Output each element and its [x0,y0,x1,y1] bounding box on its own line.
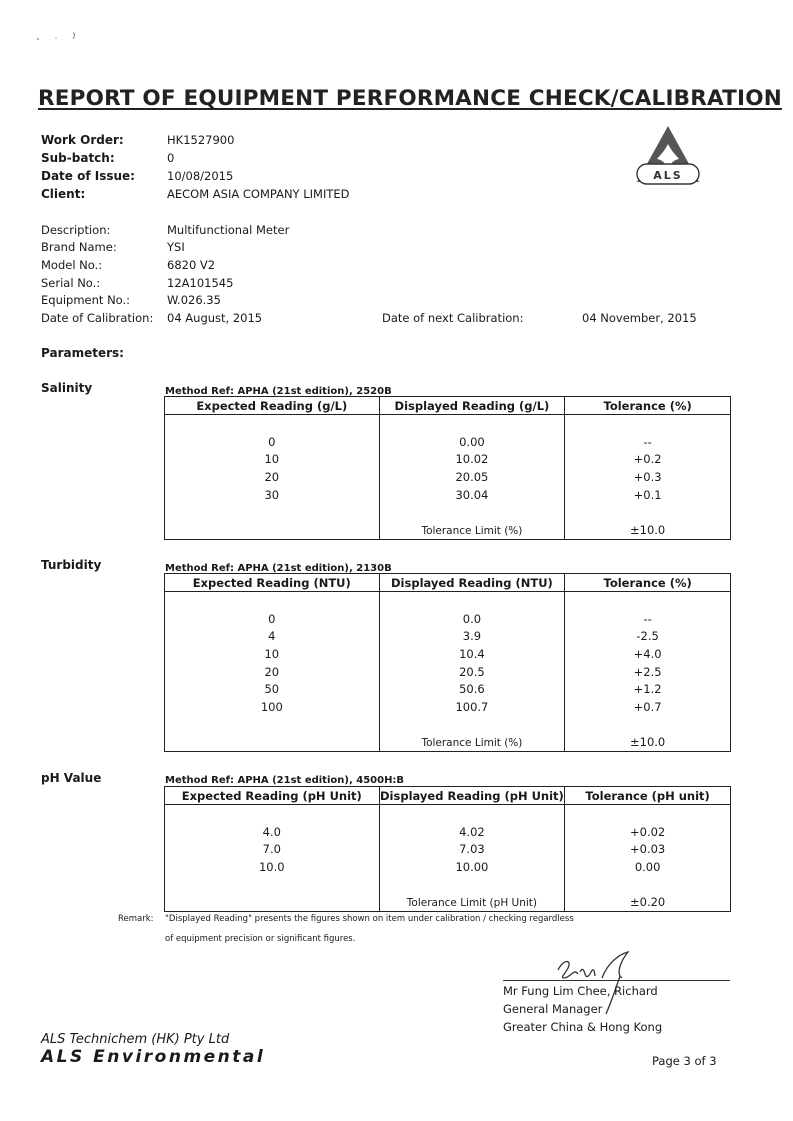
tolerance-limit-value: ±10.0 [565,521,731,539]
remark-line-1: "Displayed Reading" presents the figures shown on item under calibration / checking regardless [165,914,574,924]
expected-cell: 10 [165,645,380,663]
expected-cell: 30 [165,486,380,504]
expected-cell: 50 [165,680,380,698]
displayed-cell: 30.04 [379,486,565,504]
signatory-region: Greater China & Hong Kong [503,1020,663,1034]
report-title: REPORT OF EQUIPMENT PERFORMANCE CHECK/CALIBRATION [38,86,782,111]
footer-company: ALS Technichem (HK) Pty Ltd [41,1032,230,1047]
ph-method: Method Ref: APHA (21st edition), 4500H:B [165,775,405,786]
displayed-cell: 100.7 [379,698,565,716]
equipment-no-value: W.026.35 [167,293,221,307]
column-header: Tolerance (pH unit) [565,787,731,805]
salinity-table [164,396,731,540]
displayed-cell: 0.0 [379,610,565,628]
description-value: Multifunctional Meter [167,223,290,237]
salinity-method: Method Ref: APHA (21st edition), 2520B [165,386,392,397]
tolerance-cell: -2.5 [565,627,731,645]
tolerance-cell: +0.03 [565,840,731,858]
model-label: Model No.: [41,258,103,272]
description-label: Description: [41,223,111,237]
table-header-row [165,574,731,592]
column-header: Expected Reading (g/L) [165,397,380,415]
signature-line [503,980,730,981]
table-row [165,840,731,858]
tolerance-cell: 0.00 [565,858,731,876]
displayed-cell: 20.05 [379,468,565,486]
tolerance-cell: +0.2 [565,450,731,468]
displayed-cell: 50.6 [379,680,565,698]
salinity-label: Salinity [41,381,93,395]
table-row [165,680,731,698]
tolerance-limit-row [165,893,731,911]
tolerance-cell: +4.0 [565,645,731,663]
column-header: Expected Reading (NTU) [165,574,380,592]
tolerance-cell: +0.7 [565,698,731,716]
expected-cell: 100 [165,698,380,716]
equipment-no-label: Equipment No.: [41,293,131,307]
column-header: Displayed Reading (g/L) [379,397,565,415]
expected-cell: 4.0 [165,823,380,841]
client-value: AECOM ASIA COMPANY LIMITED [167,187,350,201]
date-of-issue-value: 10/08/2015 [167,169,234,183]
signatory-name: Mr Fung Lim Chee, Richard [503,984,658,998]
remark-label: Remark: [118,914,154,924]
tolerance-limit-row [165,521,731,539]
table-row [165,627,731,645]
tolerance-limit-value: ±10.0 [565,734,731,752]
turbidity-table [164,573,731,752]
tolerance-limit-row [165,734,731,752]
client-label: Client: [41,187,86,201]
tolerance-limit-label: Tolerance Limit (%) [379,521,565,539]
turbidity-method: Method Ref: APHA (21st edition), 2130B [165,563,392,574]
table-row [165,468,731,486]
table-row [165,450,731,468]
column-header: Expected Reading (pH Unit) [165,787,380,805]
displayed-cell: 10.4 [379,645,565,663]
expected-cell: 4 [165,627,380,645]
spacer-row [165,876,731,894]
als-logo-text: ALS [653,169,683,182]
displayed-cell: 10.00 [379,858,565,876]
table-header-row [165,397,731,415]
column-header: Displayed Reading (NTU) [379,574,565,592]
tolerance-limit-label: Tolerance Limit (pH Unit) [379,893,565,911]
tolerance-cell: +0.02 [565,823,731,841]
expected-cell: 20 [165,468,380,486]
column-header: Displayed Reading (pH Unit) [380,788,564,803]
expected-cell: 10 [165,450,380,468]
tolerance-limit-label: Tolerance Limit (%) [379,734,565,752]
calibration-date-label: Date of Calibration: [41,311,154,325]
spacer-row [165,592,731,610]
next-calibration-label: Date of next Calibration: [382,311,524,325]
column-header: Tolerance (%) [565,397,731,415]
next-calibration-value: 04 November, 2015 [582,311,697,325]
displayed-cell: 3.9 [379,627,565,645]
column-header: Tolerance (%) [565,574,731,592]
displayed-cell: 0.00 [379,433,565,451]
als-logo [633,124,703,186]
tolerance-cell: +0.1 [565,486,731,504]
work-order-label: Work Order: [41,133,124,147]
scan-specks [30,30,90,50]
table-row [165,645,731,663]
brand-label: Brand Name: [41,240,117,254]
ph-label: pH Value [41,771,102,785]
serial-value: 12A101545 [167,276,234,290]
calibration-date-value: 04 August, 2015 [167,311,263,325]
table-row [165,433,731,451]
table-row [165,823,731,841]
tolerance-cell: -- [565,433,731,451]
spacer-row [165,503,731,521]
signatory-title: General Manager [503,1002,603,1016]
displayed-cell: 4.02 [379,823,565,841]
parameters-label: Parameters: [41,346,124,360]
tolerance-cell: +0.3 [565,468,731,486]
table-row [165,698,731,716]
spacer-row [165,716,731,734]
displayed-cell: 10.02 [379,450,565,468]
expected-cell: 0 [165,610,380,628]
expected-cell: 7.0 [165,840,380,858]
serial-label: Serial No.: [41,276,101,290]
turbidity-label: Turbidity [41,558,102,572]
table-row [165,486,731,504]
expected-cell: 10.0 [165,858,380,876]
expected-cell: 0 [165,433,380,451]
sub-batch-value: 0 [167,151,175,165]
spacer-row [165,805,731,823]
remark-line-2: of equipment precision or significant figures. [165,934,356,944]
table-row [165,663,731,681]
displayed-cell: 7.03 [379,840,565,858]
tolerance-cell: +2.5 [565,663,731,681]
tolerance-cell: -- [565,610,731,628]
tolerance-limit-value: ±0.20 [565,893,731,911]
date-of-issue-label: Date of Issue: [41,169,135,183]
work-order-value: HK1527900 [167,133,235,147]
brand-value: YSI [167,240,185,254]
table-row [165,610,731,628]
spacer-row [165,415,731,433]
footer-brand: ALS Environmental [41,1047,266,1067]
sub-batch-label: Sub-batch: [41,151,115,165]
table-header-row [165,787,731,805]
displayed-cell: 20.5 [379,663,565,681]
ph-table [164,786,731,912]
page-number: Page 3 of 3 [652,1054,717,1068]
table-row [165,858,731,876]
model-value: 6820 V2 [167,258,216,272]
tolerance-cell: +1.2 [565,680,731,698]
expected-cell: 20 [165,663,380,681]
